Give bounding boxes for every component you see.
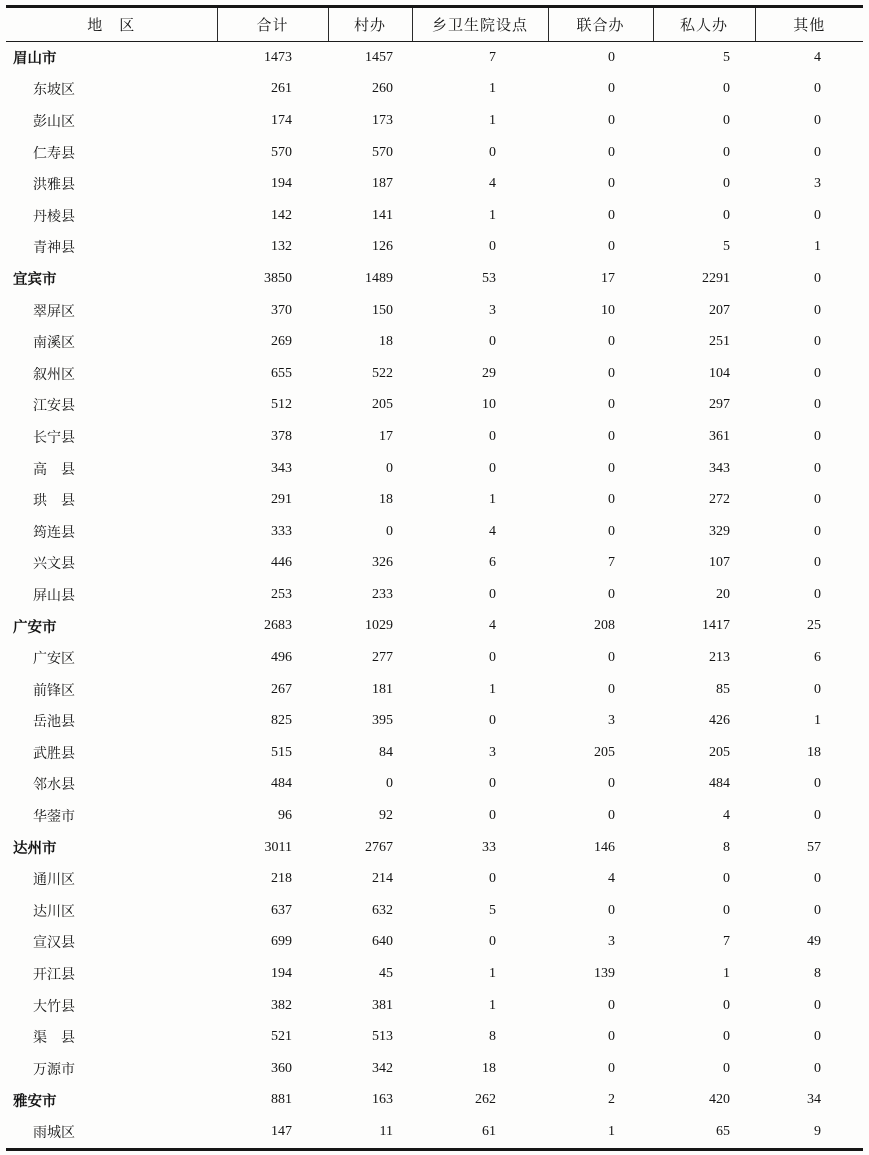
value-cell: 570 xyxy=(271,144,292,160)
value-cell: 0 xyxy=(608,523,615,539)
value-cell: 0 xyxy=(489,776,496,792)
value-cell: 0 xyxy=(723,997,730,1013)
region-cell: 长宁县 xyxy=(33,430,75,446)
value-cell: 0 xyxy=(814,144,821,160)
value-cell: 0 xyxy=(608,397,615,413)
table-row xyxy=(6,548,863,580)
value-cell: 0 xyxy=(814,207,821,223)
table-row xyxy=(6,168,863,200)
value-cell: 370 xyxy=(271,302,292,318)
column-header-1: 合计 xyxy=(217,7,328,42)
value-cell: 0 xyxy=(608,334,615,350)
value-cell: 261 xyxy=(271,81,292,97)
column-header-6: 其他 xyxy=(755,7,863,42)
value-cell: 2 xyxy=(608,1092,615,1108)
value-cell: 0 xyxy=(814,302,821,318)
value-cell: 0 xyxy=(608,650,615,666)
value-cell: 207 xyxy=(709,302,730,318)
value-cell: 632 xyxy=(372,902,393,918)
value-cell: 262 xyxy=(475,1092,496,1108)
value-cell: 146 xyxy=(594,839,615,855)
region-cell: 万源市 xyxy=(33,1062,75,1078)
value-cell: 1457 xyxy=(365,49,393,65)
value-cell: 107 xyxy=(709,555,730,571)
table-row xyxy=(6,1021,863,1053)
value-cell: 8 xyxy=(489,1029,496,1045)
region-cell: 屏山县 xyxy=(33,588,75,604)
value-cell: 0 xyxy=(608,365,615,381)
value-cell: 10 xyxy=(601,302,615,318)
value-cell: 4 xyxy=(489,176,496,192)
table-row xyxy=(6,42,863,74)
value-cell: 0 xyxy=(608,460,615,476)
value-cell: 0 xyxy=(608,1060,615,1076)
table-row xyxy=(6,232,863,264)
value-cell: 640 xyxy=(372,934,393,950)
value-cell: 10 xyxy=(482,397,496,413)
value-cell: 329 xyxy=(709,523,730,539)
value-cell: 4 xyxy=(489,523,496,539)
table-row xyxy=(6,611,863,643)
value-cell: 291 xyxy=(271,492,292,508)
value-cell: 85 xyxy=(716,681,730,697)
region-cell: 丹棱县 xyxy=(33,209,75,225)
table-row xyxy=(6,200,863,232)
value-cell: 0 xyxy=(814,365,821,381)
value-cell: 150 xyxy=(372,302,393,318)
region-cell: 仁寿县 xyxy=(33,146,75,162)
table-row xyxy=(6,705,863,737)
region-cell: 华蓥市 xyxy=(33,810,75,826)
value-cell: 4 xyxy=(608,871,615,887)
value-cell: 1 xyxy=(489,112,496,128)
value-cell: 84 xyxy=(379,744,393,760)
value-cell: 0 xyxy=(814,902,821,918)
table-row xyxy=(6,390,863,422)
value-cell: 1 xyxy=(489,681,496,697)
value-cell: 381 xyxy=(372,997,393,1013)
value-cell: 194 xyxy=(271,966,292,982)
value-cell: 342 xyxy=(372,1060,393,1076)
value-cell: 20 xyxy=(716,586,730,602)
value-cell: 3 xyxy=(608,713,615,729)
value-cell: 104 xyxy=(709,365,730,381)
value-cell: 1 xyxy=(608,1123,615,1139)
value-cell: 0 xyxy=(814,460,821,476)
value-cell: 253 xyxy=(271,586,292,602)
value-cell: 0 xyxy=(489,586,496,602)
region-cell: 宜宾市 xyxy=(13,272,57,289)
value-cell: 0 xyxy=(723,207,730,223)
table-row xyxy=(6,453,863,485)
value-cell: 218 xyxy=(271,871,292,887)
value-cell: 0 xyxy=(814,997,821,1013)
region-cell: 南溪区 xyxy=(33,336,75,352)
value-cell: 17 xyxy=(601,270,615,286)
value-cell: 0 xyxy=(723,902,730,918)
value-cell: 0 xyxy=(723,1060,730,1076)
value-cell: 0 xyxy=(608,144,615,160)
value-cell: 213 xyxy=(709,650,730,666)
value-cell: 142 xyxy=(271,207,292,223)
region-cell: 大竹县 xyxy=(33,999,75,1015)
value-cell: 361 xyxy=(709,428,730,444)
value-cell: 214 xyxy=(372,871,393,887)
table-row xyxy=(6,1053,863,1085)
value-cell: 0 xyxy=(814,555,821,571)
value-cell: 6 xyxy=(814,650,821,666)
value-cell: 699 xyxy=(271,934,292,950)
value-cell: 18 xyxy=(482,1060,496,1076)
value-cell: 0 xyxy=(386,776,393,792)
header-row xyxy=(6,7,863,42)
value-cell: 1 xyxy=(723,966,730,982)
value-cell: 18 xyxy=(379,334,393,350)
value-cell: 205 xyxy=(709,744,730,760)
column-header-4: 联合办 xyxy=(548,7,653,42)
value-cell: 187 xyxy=(372,176,393,192)
value-cell: 139 xyxy=(594,966,615,982)
value-cell: 1 xyxy=(489,207,496,223)
value-cell: 0 xyxy=(608,681,615,697)
table-row xyxy=(6,421,863,453)
value-cell: 1 xyxy=(489,966,496,982)
value-cell: 0 xyxy=(608,207,615,223)
value-cell: 260 xyxy=(372,81,393,97)
table-row xyxy=(6,1116,863,1149)
value-cell: 496 xyxy=(271,650,292,666)
value-cell: 3 xyxy=(489,302,496,318)
value-cell: 92 xyxy=(379,808,393,824)
value-cell: 0 xyxy=(489,871,496,887)
table-row xyxy=(6,295,863,327)
value-cell: 0 xyxy=(814,776,821,792)
value-cell: 0 xyxy=(723,176,730,192)
value-cell: 0 xyxy=(608,492,615,508)
value-cell: 8 xyxy=(723,839,730,855)
region-cell: 邻水县 xyxy=(33,778,75,794)
region-cell: 珙 县 xyxy=(33,494,75,510)
value-cell: 4 xyxy=(489,618,496,634)
table-row xyxy=(6,958,863,990)
table-row xyxy=(6,674,863,706)
value-cell: 1 xyxy=(489,997,496,1013)
value-cell: 0 xyxy=(723,144,730,160)
column-header-3: 乡卫生院设点 xyxy=(412,7,548,42)
value-cell: 420 xyxy=(709,1092,730,1108)
value-cell: 0 xyxy=(489,460,496,476)
value-cell: 360 xyxy=(271,1060,292,1076)
value-cell: 0 xyxy=(489,334,496,350)
value-cell: 2767 xyxy=(365,839,393,855)
value-cell: 269 xyxy=(271,334,292,350)
value-cell: 25 xyxy=(807,618,821,634)
region-cell: 筠连县 xyxy=(33,525,75,541)
table-header xyxy=(6,7,863,42)
value-cell: 0 xyxy=(489,713,496,729)
value-cell: 205 xyxy=(594,744,615,760)
table-row xyxy=(6,358,863,390)
value-cell: 1 xyxy=(489,81,496,97)
value-cell: 65 xyxy=(716,1123,730,1139)
value-cell: 49 xyxy=(807,934,821,950)
value-cell: 512 xyxy=(271,397,292,413)
value-cell: 147 xyxy=(271,1123,292,1139)
value-cell: 53 xyxy=(482,270,496,286)
region-cell: 宣汉县 xyxy=(33,936,75,952)
value-cell: 1029 xyxy=(365,618,393,634)
table-row xyxy=(6,263,863,295)
value-cell: 173 xyxy=(372,112,393,128)
table-row xyxy=(6,326,863,358)
value-cell: 8 xyxy=(814,966,821,982)
value-cell: 0 xyxy=(814,492,821,508)
region-cell: 达州市 xyxy=(13,841,57,858)
value-cell: 0 xyxy=(608,49,615,65)
value-cell: 637 xyxy=(271,902,292,918)
value-cell: 343 xyxy=(271,460,292,476)
value-cell: 0 xyxy=(489,239,496,255)
value-cell: 3011 xyxy=(264,839,292,855)
value-cell: 7 xyxy=(608,555,615,571)
region-cell: 渠 县 xyxy=(33,1031,75,1047)
region-cell: 洪雅县 xyxy=(33,178,75,194)
table-row xyxy=(6,990,863,1022)
region-cell: 广安市 xyxy=(13,619,57,636)
value-cell: 0 xyxy=(814,681,821,697)
value-cell: 7 xyxy=(723,934,730,950)
value-cell: 33 xyxy=(482,839,496,855)
value-cell: 515 xyxy=(271,744,292,760)
value-cell: 251 xyxy=(709,334,730,350)
value-cell: 11 xyxy=(379,1123,393,1139)
value-cell: 0 xyxy=(814,871,821,887)
value-cell: 2291 xyxy=(702,270,730,286)
table-row xyxy=(6,484,863,516)
value-cell: 0 xyxy=(608,776,615,792)
value-cell: 395 xyxy=(372,713,393,729)
value-cell: 132 xyxy=(271,239,292,255)
value-cell: 1417 xyxy=(702,618,730,634)
region-cell: 兴文县 xyxy=(33,557,75,573)
value-cell: 1 xyxy=(814,713,821,729)
value-cell: 655 xyxy=(271,365,292,381)
column-header-0: 地 区 xyxy=(6,7,217,42)
region-cell: 岳池县 xyxy=(33,715,75,731)
value-cell: 0 xyxy=(814,523,821,539)
value-cell: 233 xyxy=(372,586,393,602)
value-cell: 174 xyxy=(271,112,292,128)
value-cell: 163 xyxy=(372,1092,393,1108)
region-cell: 雨城区 xyxy=(33,1125,75,1141)
value-cell: 0 xyxy=(608,81,615,97)
table-row xyxy=(6,579,863,611)
value-cell: 6 xyxy=(489,555,496,571)
value-cell: 3850 xyxy=(264,270,292,286)
value-cell: 1473 xyxy=(264,49,292,65)
value-cell: 0 xyxy=(386,460,393,476)
value-cell: 0 xyxy=(814,397,821,413)
value-cell: 0 xyxy=(814,270,821,286)
value-cell: 0 xyxy=(814,1060,821,1076)
table-row xyxy=(6,137,863,169)
value-cell: 0 xyxy=(814,1029,821,1045)
value-cell: 1 xyxy=(489,492,496,508)
value-cell: 446 xyxy=(271,555,292,571)
value-cell: 5 xyxy=(723,49,730,65)
column-header-2: 村办 xyxy=(328,7,412,42)
value-cell: 0 xyxy=(814,586,821,602)
value-cell: 208 xyxy=(594,618,615,634)
value-cell: 3 xyxy=(608,934,615,950)
region-cell: 翠屏区 xyxy=(33,304,75,320)
value-cell: 0 xyxy=(814,334,821,350)
table-row xyxy=(6,516,863,548)
value-cell: 0 xyxy=(489,650,496,666)
value-cell: 0 xyxy=(814,112,821,128)
table-row xyxy=(6,105,863,137)
value-cell: 5 xyxy=(489,902,496,918)
value-cell: 570 xyxy=(372,144,393,160)
region-cell: 青神县 xyxy=(33,241,75,257)
value-cell: 0 xyxy=(608,176,615,192)
table-row xyxy=(6,832,863,864)
value-cell: 61 xyxy=(482,1123,496,1139)
value-cell: 4 xyxy=(723,808,730,824)
table-row xyxy=(6,800,863,832)
table-row xyxy=(6,642,863,674)
value-cell: 333 xyxy=(271,523,292,539)
value-cell: 881 xyxy=(271,1092,292,1108)
value-cell: 0 xyxy=(608,239,615,255)
value-cell: 378 xyxy=(271,428,292,444)
value-cell: 297 xyxy=(709,397,730,413)
value-cell: 0 xyxy=(723,81,730,97)
region-cell: 雅安市 xyxy=(13,1093,57,1110)
value-cell: 382 xyxy=(271,997,292,1013)
value-cell: 0 xyxy=(814,808,821,824)
value-cell: 0 xyxy=(608,902,615,918)
value-cell: 521 xyxy=(271,1029,292,1045)
value-cell: 2683 xyxy=(264,618,292,634)
value-cell: 0 xyxy=(608,997,615,1013)
value-cell: 0 xyxy=(489,144,496,160)
value-cell: 3 xyxy=(814,176,821,192)
value-cell: 34 xyxy=(807,1092,821,1108)
value-cell: 0 xyxy=(386,523,393,539)
value-cell: 18 xyxy=(379,492,393,508)
value-cell: 0 xyxy=(489,428,496,444)
value-cell: 272 xyxy=(709,492,730,508)
value-cell: 3 xyxy=(489,744,496,760)
table-body xyxy=(6,42,863,1150)
value-cell: 1 xyxy=(814,239,821,255)
value-cell: 57 xyxy=(807,839,821,855)
value-cell: 126 xyxy=(372,239,393,255)
value-cell: 29 xyxy=(482,365,496,381)
value-cell: 522 xyxy=(372,365,393,381)
table-row xyxy=(6,863,863,895)
table-row xyxy=(6,769,863,801)
value-cell: 1489 xyxy=(365,270,393,286)
region-cell: 武胜县 xyxy=(33,746,75,762)
value-cell: 0 xyxy=(608,1029,615,1045)
value-cell: 0 xyxy=(723,1029,730,1045)
region-cell: 高 县 xyxy=(33,462,75,478)
value-cell: 5 xyxy=(723,239,730,255)
value-cell: 484 xyxy=(709,776,730,792)
statistics-table xyxy=(6,5,863,1151)
value-cell: 45 xyxy=(379,966,393,982)
value-cell: 267 xyxy=(271,681,292,697)
region-cell: 前锋区 xyxy=(33,683,75,699)
value-cell: 343 xyxy=(709,460,730,476)
value-cell: 0 xyxy=(723,112,730,128)
value-cell: 0 xyxy=(608,808,615,824)
value-cell: 277 xyxy=(372,650,393,666)
value-cell: 326 xyxy=(372,555,393,571)
value-cell: 194 xyxy=(271,176,292,192)
value-cell: 9 xyxy=(814,1123,821,1139)
region-cell: 广安区 xyxy=(33,652,75,668)
table-row xyxy=(6,737,863,769)
region-cell: 江安县 xyxy=(33,399,75,415)
table-row xyxy=(6,895,863,927)
value-cell: 0 xyxy=(489,808,496,824)
table-row xyxy=(6,927,863,959)
value-cell: 0 xyxy=(814,428,821,444)
value-cell: 17 xyxy=(379,428,393,444)
region-cell: 达川区 xyxy=(33,904,75,920)
value-cell: 426 xyxy=(709,713,730,729)
value-cell: 0 xyxy=(608,586,615,602)
table-row xyxy=(6,1085,863,1117)
region-cell: 叙州区 xyxy=(33,367,75,383)
value-cell: 484 xyxy=(271,776,292,792)
region-cell: 眉山市 xyxy=(13,51,57,68)
region-cell: 彭山区 xyxy=(33,114,75,130)
value-cell: 0 xyxy=(723,871,730,887)
region-cell: 开江县 xyxy=(33,968,75,984)
column-header-5: 私人办 xyxy=(653,7,755,42)
table-row xyxy=(6,74,863,106)
value-cell: 825 xyxy=(271,713,292,729)
value-cell: 0 xyxy=(608,112,615,128)
value-cell: 18 xyxy=(807,744,821,760)
region-cell: 东坡区 xyxy=(33,83,75,99)
value-cell: 181 xyxy=(372,681,393,697)
value-cell: 0 xyxy=(814,81,821,97)
value-cell: 141 xyxy=(372,207,393,223)
value-cell: 7 xyxy=(489,49,496,65)
value-cell: 96 xyxy=(278,808,292,824)
value-cell: 4 xyxy=(814,49,821,65)
value-cell: 0 xyxy=(489,934,496,950)
region-cell: 通川区 xyxy=(33,873,75,889)
value-cell: 205 xyxy=(372,397,393,413)
value-cell: 0 xyxy=(608,428,615,444)
value-cell: 513 xyxy=(372,1029,393,1045)
